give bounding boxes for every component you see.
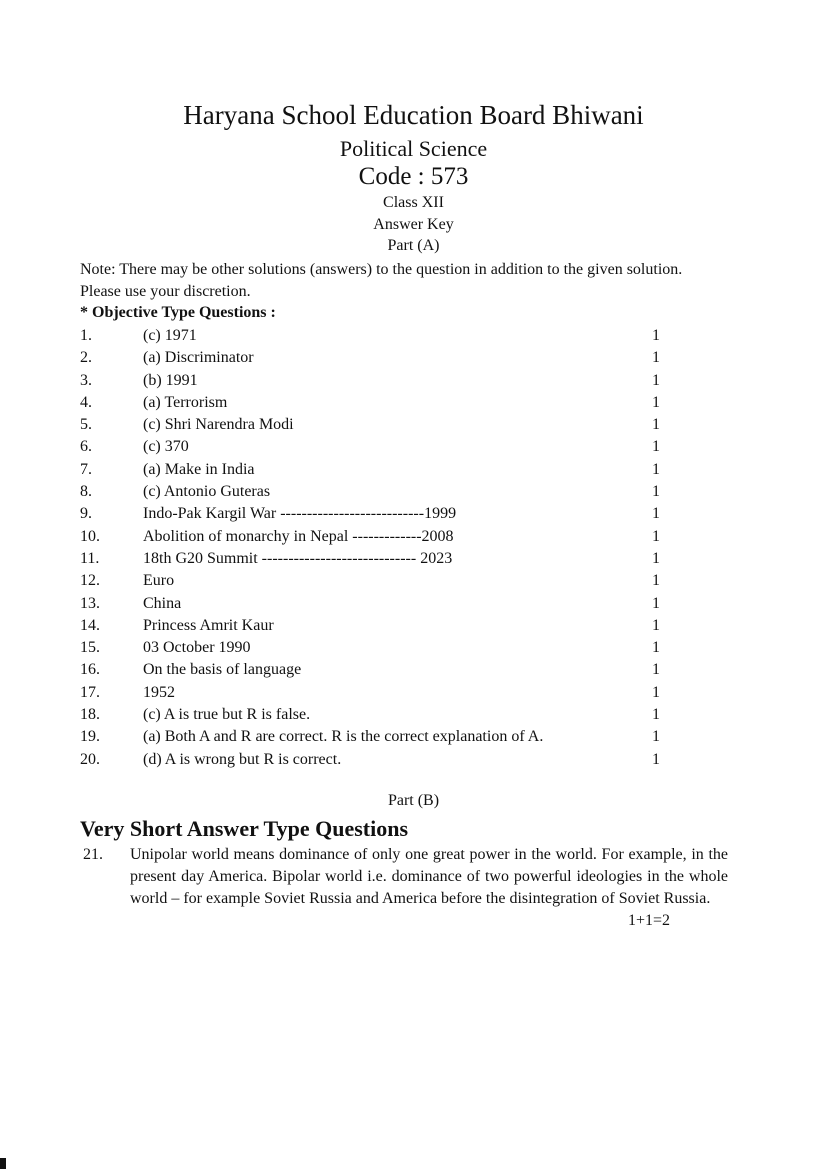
answer-mark: 1 (652, 594, 660, 612)
answer-row (80, 570, 660, 592)
answer-text: (a) Discriminator (143, 349, 254, 367)
answer-row (80, 682, 660, 704)
answer-text: (a) Terrorism (143, 393, 228, 411)
answer-mark: 1 (652, 349, 660, 367)
answer-text: Indo-Pak Kargil War ---------------------------1999 (143, 505, 457, 523)
question-number: 19. (80, 728, 100, 746)
answer-row (80, 392, 660, 414)
answer-mark: 1 (652, 416, 660, 434)
question-number: 1. (80, 327, 92, 344)
answer-mark: 1 (652, 371, 660, 389)
answer-text: (c) 370 (143, 438, 189, 456)
answer-row (80, 637, 660, 659)
question-number: 3. (80, 371, 92, 389)
question-number: 11. (80, 549, 100, 567)
note-text: Note: There may be other solutions (answers) to the question in addition to the given solution. Please use your discretion. (80, 261, 683, 300)
answer-mark: 1 (652, 527, 660, 545)
question-number: 18. (80, 706, 100, 724)
question-number: 17. (80, 683, 100, 701)
answer-text: (c) 1971 (143, 327, 197, 344)
question-number: 13. (80, 594, 100, 612)
answer-row (80, 481, 660, 503)
question-number: 5. (80, 416, 92, 434)
question-number: 21. (83, 846, 103, 863)
question-number: 16. (80, 661, 100, 679)
answer-mark: 1 (652, 438, 660, 456)
answer-row (80, 659, 660, 681)
question-number: 20. (80, 750, 100, 768)
answer-row (80, 459, 660, 481)
answer-mark: 1 (652, 483, 660, 501)
question-number: 7. (80, 460, 92, 478)
answer-mark: 1 (652, 750, 660, 768)
answer-text: (c) A is true but R is false. (143, 706, 311, 724)
scan-edge-mark (0, 1158, 6, 1169)
answer-text: Abolition of monarchy in Nepal -------------2008 (143, 527, 454, 545)
answer-marks: 1+1=2 (628, 912, 671, 929)
answer-mark: 1 (652, 639, 660, 657)
class-label: Class XII (383, 194, 444, 211)
answer-mark: 1 (652, 661, 660, 679)
answer-mark: 1 (652, 460, 660, 478)
part-a-label: Part (A) (387, 237, 440, 254)
answer-mark: 1 (652, 616, 660, 634)
answer-row (80, 503, 660, 525)
answer-text: China (143, 594, 182, 612)
answer-text: (d) A is wrong but R is correct. (143, 750, 342, 768)
answer-text: 1952 (143, 683, 175, 701)
answer-text: Princess Amrit Kaur (143, 616, 274, 634)
answer-row (80, 615, 660, 637)
question-number: 8. (80, 483, 92, 501)
answer-mark: 1 (652, 505, 660, 523)
subject-title: Political Science (339, 136, 488, 161)
subject-code: Code : 573 (358, 163, 469, 190)
answer-row (80, 436, 660, 458)
question-number: 4. (80, 393, 92, 411)
answer-mark: 1 (652, 728, 660, 746)
question-number: 2. (80, 349, 92, 367)
answer-mark: 1 (652, 572, 660, 590)
question-number: 6. (80, 438, 92, 456)
question-number: 14. (80, 616, 100, 634)
answer-row (80, 593, 660, 615)
answer-row (80, 726, 660, 748)
question-number: 12. (80, 572, 100, 590)
answer-text: Euro (143, 572, 175, 590)
answer-text: (c) Shri Narendra Modi (143, 416, 294, 434)
answer-row (80, 414, 660, 436)
answer-row (80, 325, 660, 347)
answer-text: (b) 1991 (143, 371, 198, 389)
part-b-label: Part (B) (387, 792, 440, 809)
answer-row (80, 749, 660, 771)
answer-text: On the basis of language (143, 661, 302, 679)
answer-text: (c) Antonio Guteras (143, 483, 271, 501)
answer-row (80, 370, 660, 392)
answer-row (80, 347, 660, 369)
board-title: Haryana School Education Board Bhiwani (183, 100, 644, 130)
objective-answer-list (80, 325, 660, 771)
answer-mark: 1 (652, 393, 660, 411)
answer-text: (a) Both A and R are correct. R is the correct explanation of A. (143, 728, 544, 746)
answer-text: (a) Make in India (143, 460, 255, 478)
question-number: 9. (80, 505, 92, 523)
answer-key-label: Answer Key (373, 216, 454, 233)
answer-text: 03 October 1990 (143, 639, 251, 657)
question-number: 10. (80, 527, 100, 545)
answer-text: 18th G20 Summit ----------------------------- 2023 (143, 549, 453, 567)
answer-row (80, 526, 660, 548)
question-number: 15. (80, 639, 100, 657)
answer-mark: 1 (652, 549, 660, 567)
very-short-heading: Very Short Answer Type Questions (80, 816, 409, 841)
answer-text: Unipolar world means dominance of only one great power in the world. For example, in the present day America. Bipolar world i.e. dominance of two powerful ideologies in the whole world – for example Soviet Russia and America before the disintegration of Soviet Russia. (130, 846, 728, 907)
answer-mark: 1 (652, 706, 660, 724)
answer-mark: 1 (652, 683, 660, 701)
answer-row (80, 548, 660, 570)
answer-mark: 1 (652, 327, 660, 344)
objective-heading: * Objective Type Questions : (80, 304, 276, 321)
answer-row (80, 704, 660, 726)
